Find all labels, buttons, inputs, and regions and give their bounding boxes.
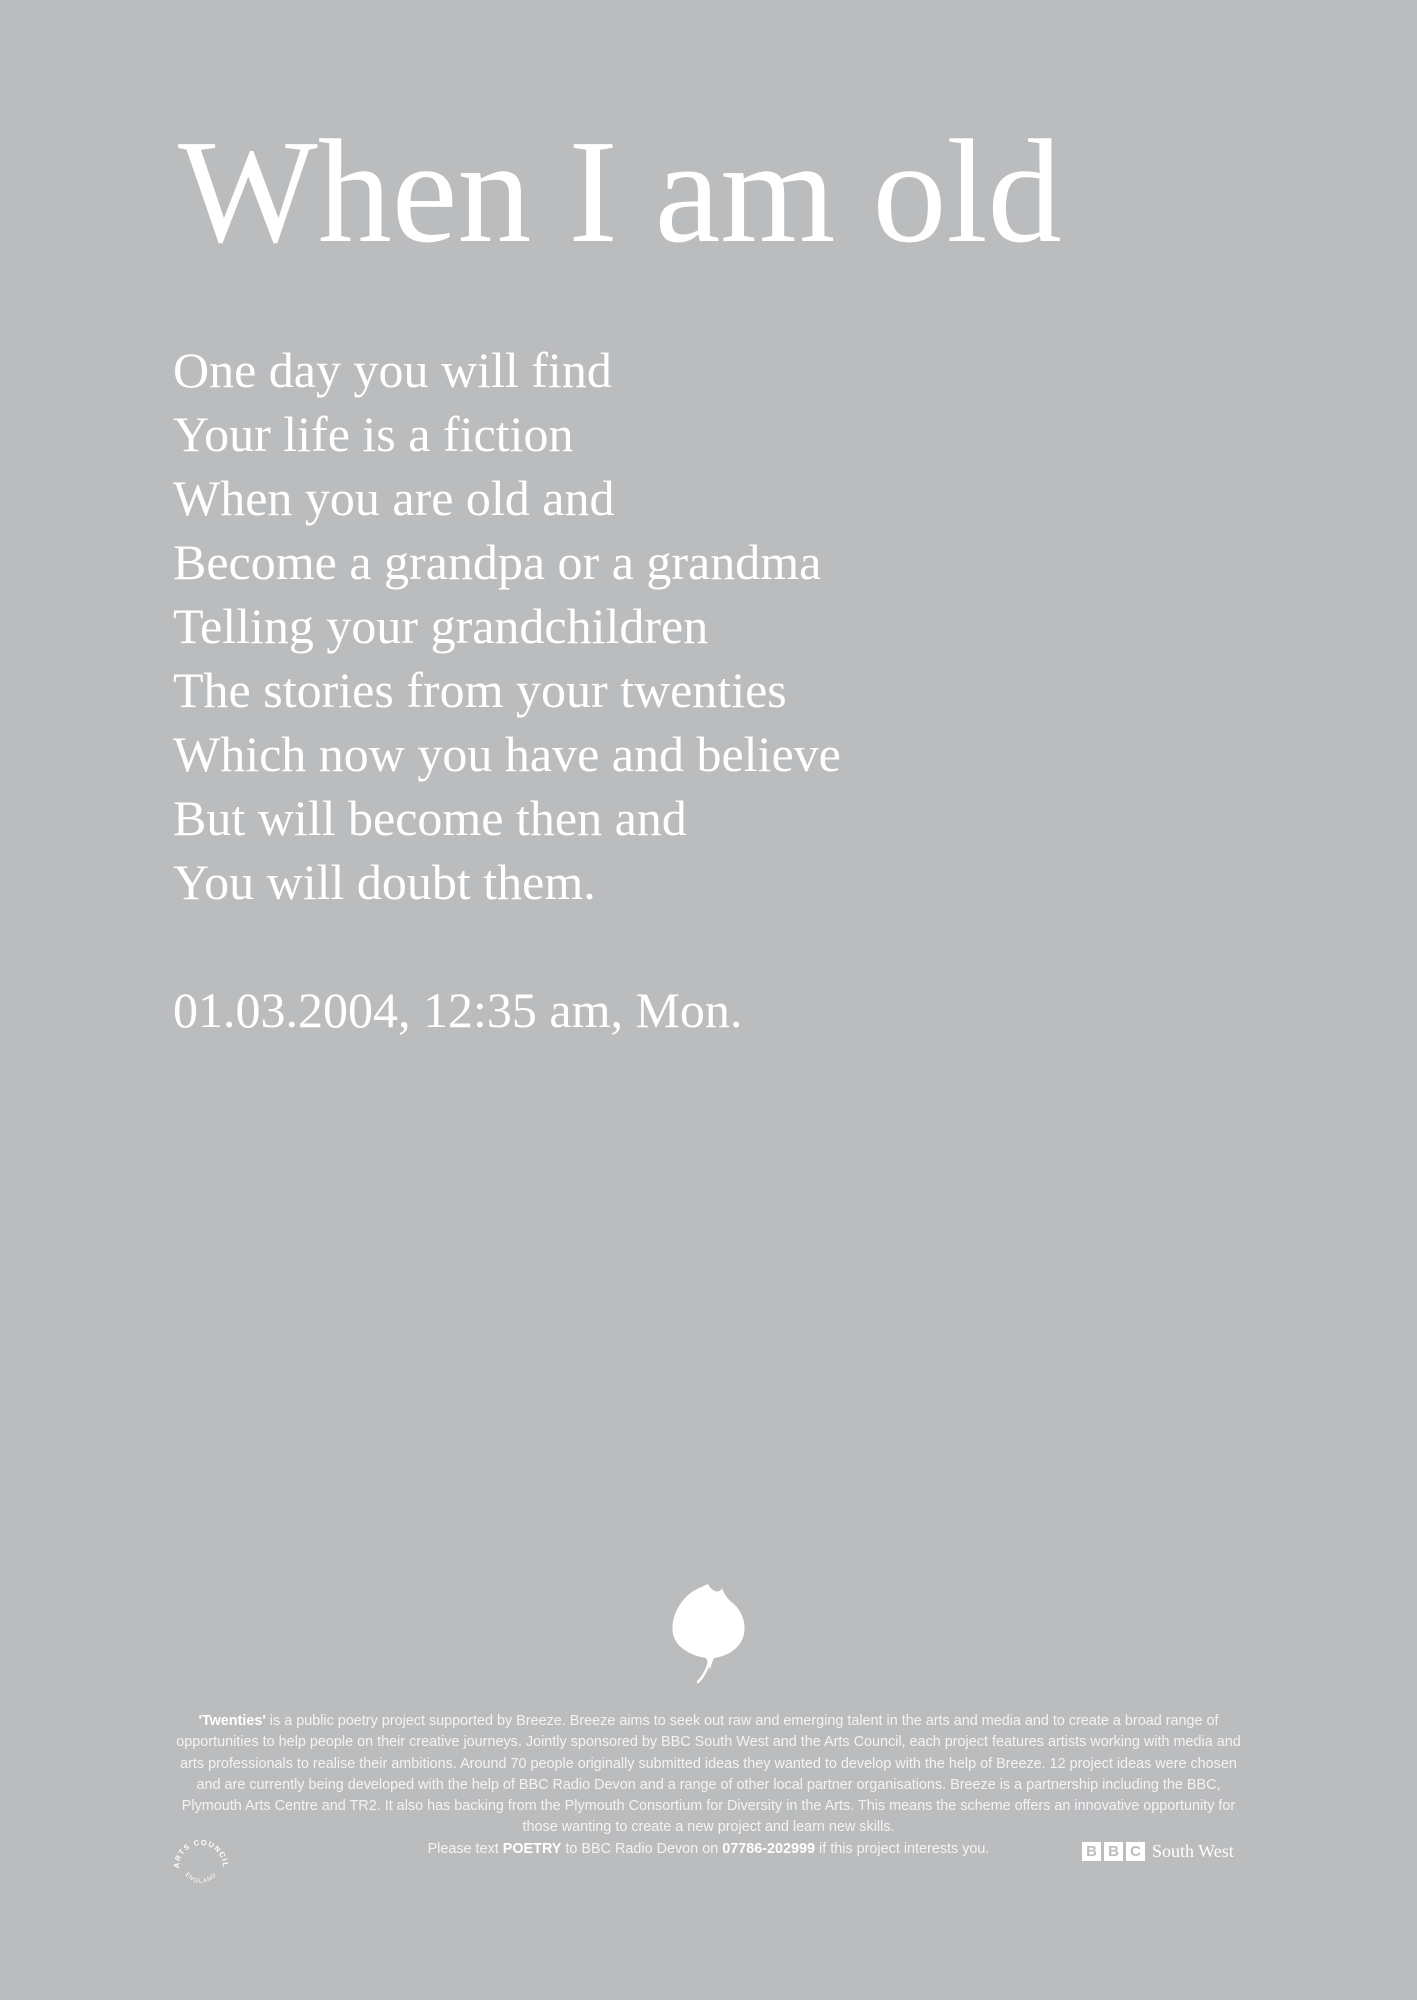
- bbc-region-label: South West: [1152, 1840, 1234, 1861]
- poem-line: Your life is a fiction: [173, 406, 574, 462]
- poem-line: Which now you have and believe: [173, 726, 841, 782]
- poem-line: But will become then and: [173, 790, 687, 846]
- poem-line: When you are old and: [173, 470, 615, 526]
- svg-text:ENGLAND: [183, 1872, 218, 1885]
- cta-middle: to BBC Radio Devon on: [565, 1841, 719, 1857]
- poem-line: The stories from your twenties: [173, 662, 787, 718]
- cta-phone: 07786-202999: [722, 1841, 816, 1857]
- bbc-letter: B: [1082, 1842, 1101, 1861]
- bbc-letter: B: [1104, 1842, 1123, 1861]
- poem-line: Become a grandpa or a grandma: [173, 534, 822, 590]
- svg-text:ARTS COUNCIL: [172, 1838, 230, 1869]
- leaf-icon: [668, 1578, 748, 1688]
- arts-council-top-text: ARTS COUNCIL: [171, 1837, 231, 1869]
- arts-council-bottom-text: ENGLAND: [183, 1871, 219, 1885]
- poem-line: You will doubt them.: [173, 854, 596, 910]
- cta-suffix: if this project interests you.: [819, 1841, 990, 1857]
- project-info: [170, 1711, 1247, 1839]
- cta-keyword: POETRY: [502, 1841, 562, 1857]
- poem-line: One day you will find: [173, 342, 612, 398]
- project-name: 'Twenties': [198, 1713, 266, 1729]
- poem-line: Telling your grandchildren: [173, 598, 709, 654]
- arts-council-logo: [170, 1832, 232, 1894]
- bbc-letter: C: [1126, 1842, 1145, 1861]
- poem-date: 01.03.2004, 12:35 am, Mon.: [173, 982, 743, 1038]
- project-description: is a public poetry project supported by Breeze. Breeze aims to seek out raw and emerging talent in the arts and media and to create a broad range of opportunities to help people on their creative journeys. Jointly sponsored by BBC South West and the Arts Council, each project features artists working with media and arts professionals to realise their ambitions. Around 70 people originally submitted ideas they wanted to develop with the help of Breeze. 12 project ideas were chosen and are currently being developed with the help of BBC Radio Devon and a range of other local partner organisations. Breeze is a partnership including the BBC, Plymouth Arts Centre and TR2. It also has backing from the Plymouth Consortium for Diversity in the Arts. This means the scheme offers an innovative opportunity for those wanting to create a new project and learn new skills.: [176, 1713, 1241, 1836]
- poem-title: When I am old: [178, 110, 1062, 274]
- bbc-south-west-logo: [1082, 1840, 1234, 1862]
- cta-prefix: Please text: [427, 1841, 499, 1857]
- poem-body: [173, 338, 841, 914]
